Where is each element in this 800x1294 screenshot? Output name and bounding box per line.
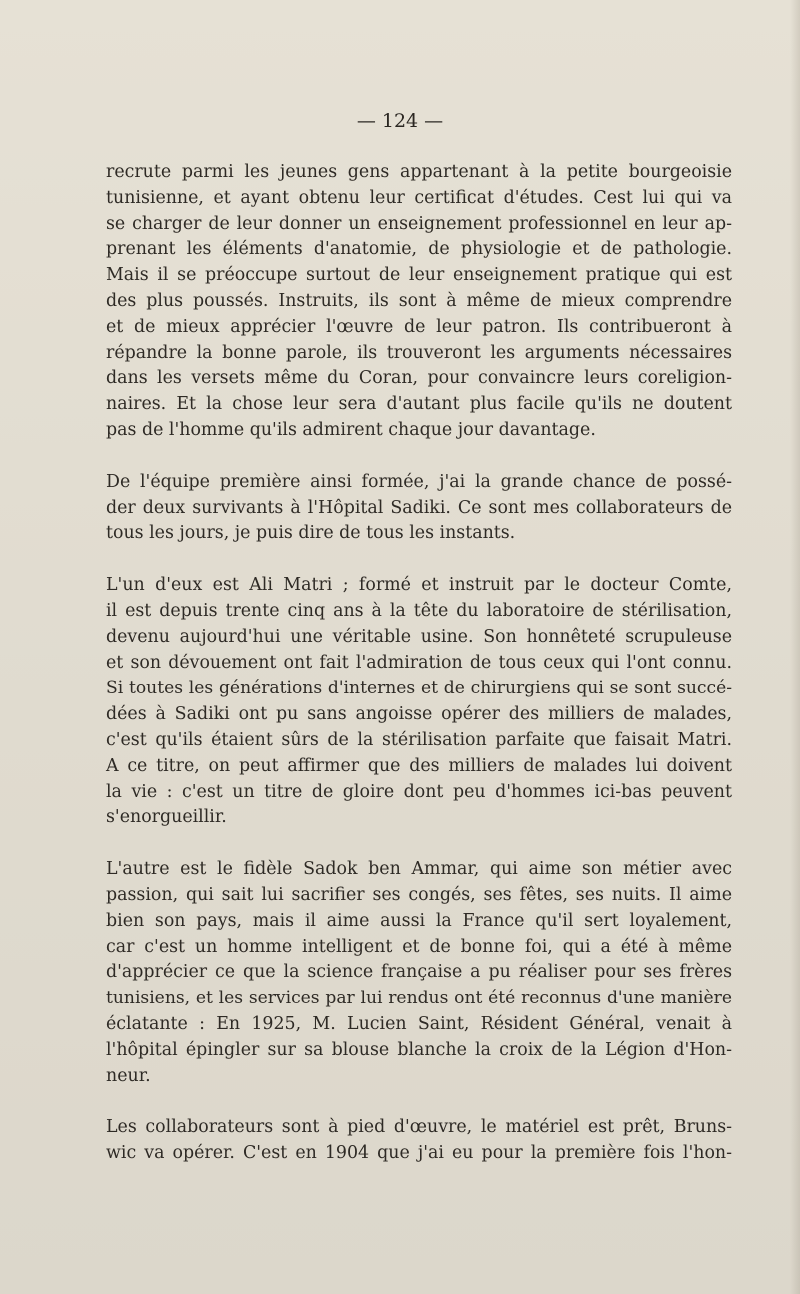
text-line: tunisiens, et les services par lui rendus ont été reconnus d'une manière <box>106 988 732 1009</box>
text-line: passion, qui sait lui sacrifier ses congés, ses fêtes, ses nuits. Il aime <box>106 884 732 905</box>
text-line: neur. <box>106 1065 151 1086</box>
text-line: se charger de leur donner un enseignement professionnel en leur ap- <box>106 213 732 234</box>
paragraph-1 <box>106 160 732 444</box>
text-line: prenant les éléments d'anatomie, de physiologie et de pathologie. <box>106 239 732 260</box>
text-line: L'un d'eux est Ali Matri ; formé et instruit par le docteur Comte, <box>106 575 732 596</box>
text-line: recrute parmi les jeunes gens appartenant à la petite bourgeoisie <box>106 162 732 182</box>
paragraph-2 <box>106 470 732 547</box>
paragraph-gap <box>106 444 732 470</box>
text-line: répandre la bonne parole, ils trouveront les arguments nécessaires <box>106 342 732 363</box>
paragraph-gap <box>106 547 732 573</box>
text-line: car c'est un homme intelligent et de bonne foi, qui a été à même <box>106 936 732 957</box>
text-line: De l'équipe première ainsi formée, j'ai la grande chance de possé- <box>106 471 732 492</box>
text-line: éclatante : En 1925, M. Lucien Saint, Résident Général, venait à <box>106 1013 732 1034</box>
text-line: c'est qu'ils étaient sûrs de la stérilisation parfaite que faisait Matri. <box>106 729 732 750</box>
text-line: il est depuis trente cinq ans à la tête du laboratoire de stérilisation, <box>106 600 732 621</box>
text-line: et son dévouement ont fait l'admiration de tous ceux qui l'ont connu. <box>106 652 732 673</box>
page-edge-shadow <box>790 0 800 1294</box>
text-line: et de mieux apprécier l'œuvre de leur patron. Ils contribueront à <box>106 316 732 337</box>
text-line: Les collaborateurs sont à pied d'œuvre, le matériel est prêt, Bruns- <box>106 1117 732 1138</box>
text-line: tunisienne, et ayant obtenu leur certificat d'études. Cest lui qui va <box>106 187 732 208</box>
text-line: naires. Et la chose leur sera d'autant plus facile qu'ils ne doutent <box>106 394 732 415</box>
text-line: dées à Sadiki ont pu sans angoisse opérer des milliers de malades, <box>106 704 732 725</box>
text-line: tous les jours, je puis dire de tous les instants. <box>106 523 516 544</box>
text-line: d'apprécier ce que la science française a pu réaliser pour ses frères <box>106 962 732 983</box>
text-line: des plus poussés. Instruits, ils sont à même de mieux comprendre <box>106 290 732 311</box>
paragraph-gap <box>106 1089 732 1115</box>
text-line: L'autre est le fidèle Sadok ben Ammar, qui aime son métier avec <box>106 859 732 880</box>
text-line: bien son pays, mais il aime aussi la France qu'il sert loyalement, <box>106 910 732 931</box>
text-line: A ce titre, on peut affirmer que des milliers de malades lui doivent <box>106 755 732 776</box>
paragraph-5 <box>106 1115 732 1167</box>
body-text <box>106 160 732 1167</box>
page-number: — 124 — <box>356 110 444 132</box>
text-line: s'enorgueillir. <box>106 807 227 828</box>
text-line: pas de l'homme qu'ils admirent chaque jour davantage. <box>106 419 596 440</box>
text-line: devenu aujourd'hui une véritable usine. Son honnêteté scrupuleuse <box>106 626 732 647</box>
paragraph-gap <box>106 831 732 857</box>
text-line: der deux survivants à l'Hôpital Sadiki. Ce sont mes collaborateurs de <box>106 497 732 518</box>
text-line: dans les versets même du Coran, pour convaincre leurs coreligion- <box>106 368 732 389</box>
text-line: Si toutes les générations d'internes et de chirurgiens qui se sont succé- <box>106 678 732 699</box>
text-line: l'hôpital épingler sur sa blouse blanche la croix de la Légion d'Hon- <box>106 1039 732 1060</box>
text-line: wic va opérer. C'est en 1904 que j'ai eu pour la première fois l'hon- <box>106 1143 732 1164</box>
paragraph-4 <box>106 857 732 1089</box>
text-line: Mais il se préoccupe surtout de leur enseignement pratique qui est <box>106 265 732 286</box>
text-line: la vie : c'est un titre de gloire dont peu d'hommes ici-bas peuvent <box>106 781 732 802</box>
paragraph-3 <box>106 573 732 831</box>
